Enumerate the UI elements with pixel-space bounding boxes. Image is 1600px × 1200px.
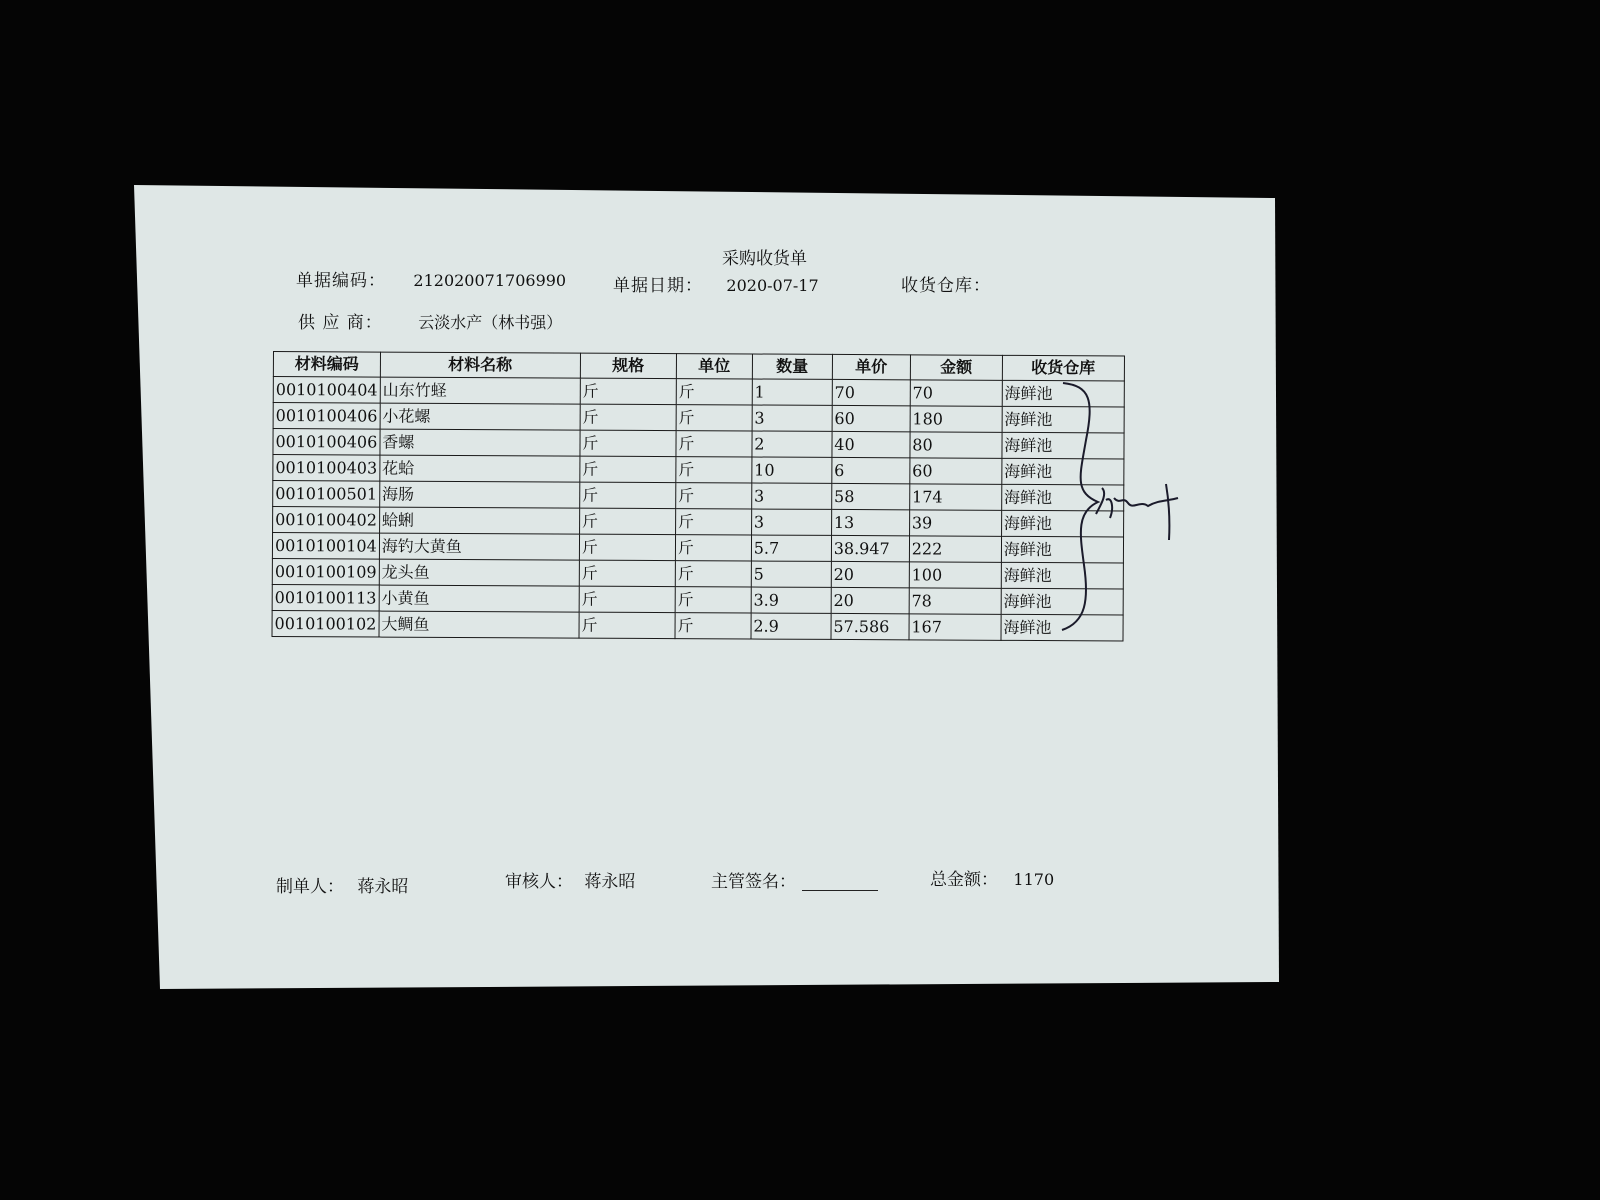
cell-warehouse: 海鲜池 — [1002, 380, 1124, 407]
table-row — [272, 610, 1123, 640]
cell-warehouse: 海鲜池 — [1001, 510, 1123, 537]
cell-quantity: 3 — [752, 405, 832, 431]
cell-warehouse: 海鲜池 — [1002, 432, 1124, 459]
cell-amount: 174 — [909, 484, 1001, 510]
cell-unit-price: 20 — [831, 561, 909, 587]
doc-date-value: 2020-07-17 — [726, 276, 819, 295]
cell-warehouse: 海鲜池 — [1001, 484, 1123, 511]
doc-number-label: 单据编码： — [296, 271, 386, 291]
cell-unit-price: 60 — [832, 405, 910, 431]
header-material-code: 材料编码 — [273, 352, 380, 378]
cell-material-code: 0010100104 — [272, 533, 379, 560]
cell-unit: 斤 — [675, 535, 751, 561]
cell-material-code: 0010100109 — [272, 558, 379, 585]
header-quantity: 数量 — [752, 354, 832, 379]
cell-unit-price: 58 — [831, 483, 909, 509]
header-material-name: 材料名称 — [380, 352, 580, 378]
cell-quantity: 2 — [752, 431, 832, 457]
cell-unit-price: 6 — [832, 457, 910, 483]
cell-amount: 222 — [909, 536, 1001, 562]
header-spec: 规格 — [580, 353, 676, 379]
cell-material-code: 0010100113 — [272, 584, 379, 611]
cell-quantity: 10 — [752, 457, 832, 483]
cell-material-code: 0010100404 — [273, 377, 380, 404]
supplier-label: 供 应 商： — [298, 313, 383, 333]
cell-warehouse: 海鲜池 — [1001, 562, 1123, 589]
cell-unit-price: 20 — [831, 587, 909, 613]
cell-spec: 斤 — [580, 378, 676, 405]
supervisor-label: 主管签名： — [711, 872, 796, 892]
doc-date-field — [613, 271, 819, 296]
cell-spec: 斤 — [580, 404, 676, 431]
cell-material-name: 花蛤 — [380, 455, 580, 482]
maker-field — [276, 872, 408, 897]
cell-unit: 斤 — [675, 561, 751, 587]
items-table — [272, 351, 1125, 641]
cell-unit-price: 70 — [832, 379, 910, 405]
doc-number-field — [296, 266, 566, 291]
cell-unit: 斤 — [676, 457, 752, 483]
total-field — [930, 865, 1054, 890]
cell-amount: 80 — [910, 432, 1002, 458]
supervisor-signature-line — [802, 890, 878, 891]
cell-spec: 斤 — [579, 534, 675, 561]
cell-quantity: 3 — [751, 509, 831, 535]
cell-spec: 斤 — [579, 482, 675, 509]
doc-date-label: 单据日期： — [613, 276, 703, 296]
cell-unit: 斤 — [675, 483, 751, 509]
cell-material-name: 蛤蜊 — [379, 507, 579, 534]
cell-warehouse: 海鲜池 — [1001, 614, 1123, 641]
cell-material-code: 0010100402 — [273, 507, 380, 534]
cell-spec: 斤 — [579, 508, 675, 535]
cell-unit-price: 13 — [831, 509, 909, 535]
cell-material-name: 小花螺 — [380, 403, 580, 430]
cell-unit: 斤 — [675, 509, 751, 535]
total-label: 总金额： — [930, 870, 998, 890]
header-unit: 单位 — [676, 354, 752, 379]
doc-number-value: 212020071706990 — [413, 271, 567, 290]
cell-quantity: 1 — [752, 379, 832, 405]
cell-amount: 100 — [909, 562, 1001, 588]
cell-material-name: 山东竹蛏 — [380, 377, 580, 404]
cell-material-name: 海钓大黄鱼 — [379, 533, 579, 560]
cell-material-name: 龙头鱼 — [379, 559, 579, 586]
cell-unit: 斤 — [676, 431, 752, 457]
cell-warehouse: 海鲜池 — [1001, 588, 1123, 615]
auditor-label: 审核人： — [505, 872, 573, 892]
cell-quantity: 3.9 — [751, 587, 831, 613]
cell-material-code: 0010100102 — [272, 610, 379, 637]
cell-material-code: 0010100403 — [273, 455, 380, 482]
warehouse-field — [901, 271, 991, 296]
warehouse-label: 收货仓库： — [901, 276, 991, 296]
cell-material-code: 0010100406 — [273, 429, 380, 456]
cell-unit-price: 38.947 — [831, 535, 909, 561]
cell-unit: 斤 — [676, 405, 752, 431]
cell-amount: 39 — [909, 510, 1001, 536]
cell-amount: 167 — [909, 614, 1001, 640]
cell-quantity: 2.9 — [751, 613, 831, 639]
header-amount: 金额 — [910, 355, 1002, 380]
header-unit-price: 单价 — [832, 354, 910, 379]
cell-unit-price: 40 — [832, 431, 910, 457]
cell-unit-price: 57.586 — [831, 613, 909, 639]
cell-material-name: 大鲷鱼 — [379, 611, 579, 638]
cell-warehouse: 海鲜池 — [1002, 406, 1124, 433]
cell-amount: 180 — [910, 406, 1002, 432]
cell-quantity: 5 — [751, 561, 831, 587]
cell-material-code: 0010100501 — [273, 481, 380, 508]
cell-unit: 斤 — [675, 587, 751, 613]
cell-warehouse: 海鲜池 — [1002, 458, 1124, 485]
cell-material-name: 海肠 — [379, 481, 579, 508]
cell-spec: 斤 — [579, 560, 675, 587]
cell-spec: 斤 — [579, 586, 675, 613]
document-title: 采购收货单 — [722, 249, 807, 269]
cell-amount: 60 — [910, 458, 1002, 484]
supplier-value: 云淡水产（林书强） — [418, 313, 563, 332]
auditor-field — [505, 867, 635, 892]
total-value: 1170 — [1013, 870, 1055, 889]
cell-amount: 78 — [909, 588, 1001, 614]
cell-material-code: 0010100406 — [273, 403, 380, 430]
cell-amount: 70 — [910, 380, 1002, 406]
cell-unit: 斤 — [676, 379, 752, 405]
cell-material-name: 小黄鱼 — [379, 585, 579, 612]
cell-material-name: 香螺 — [380, 429, 580, 456]
cell-unit: 斤 — [675, 613, 751, 639]
cell-quantity: 3 — [751, 483, 831, 509]
cell-spec: 斤 — [579, 612, 675, 639]
auditor-value: 蒋永昭 — [584, 872, 636, 892]
cell-warehouse: 海鲜池 — [1001, 536, 1123, 563]
supervisor-field — [711, 867, 878, 892]
maker-value: 蒋永昭 — [357, 877, 409, 897]
supplier-field — [298, 308, 562, 333]
header-warehouse: 收货仓库 — [1002, 355, 1124, 381]
cell-quantity: 5.7 — [751, 535, 831, 561]
cell-spec: 斤 — [580, 430, 676, 457]
maker-label: 制单人： — [276, 877, 344, 897]
cell-spec: 斤 — [580, 456, 676, 483]
